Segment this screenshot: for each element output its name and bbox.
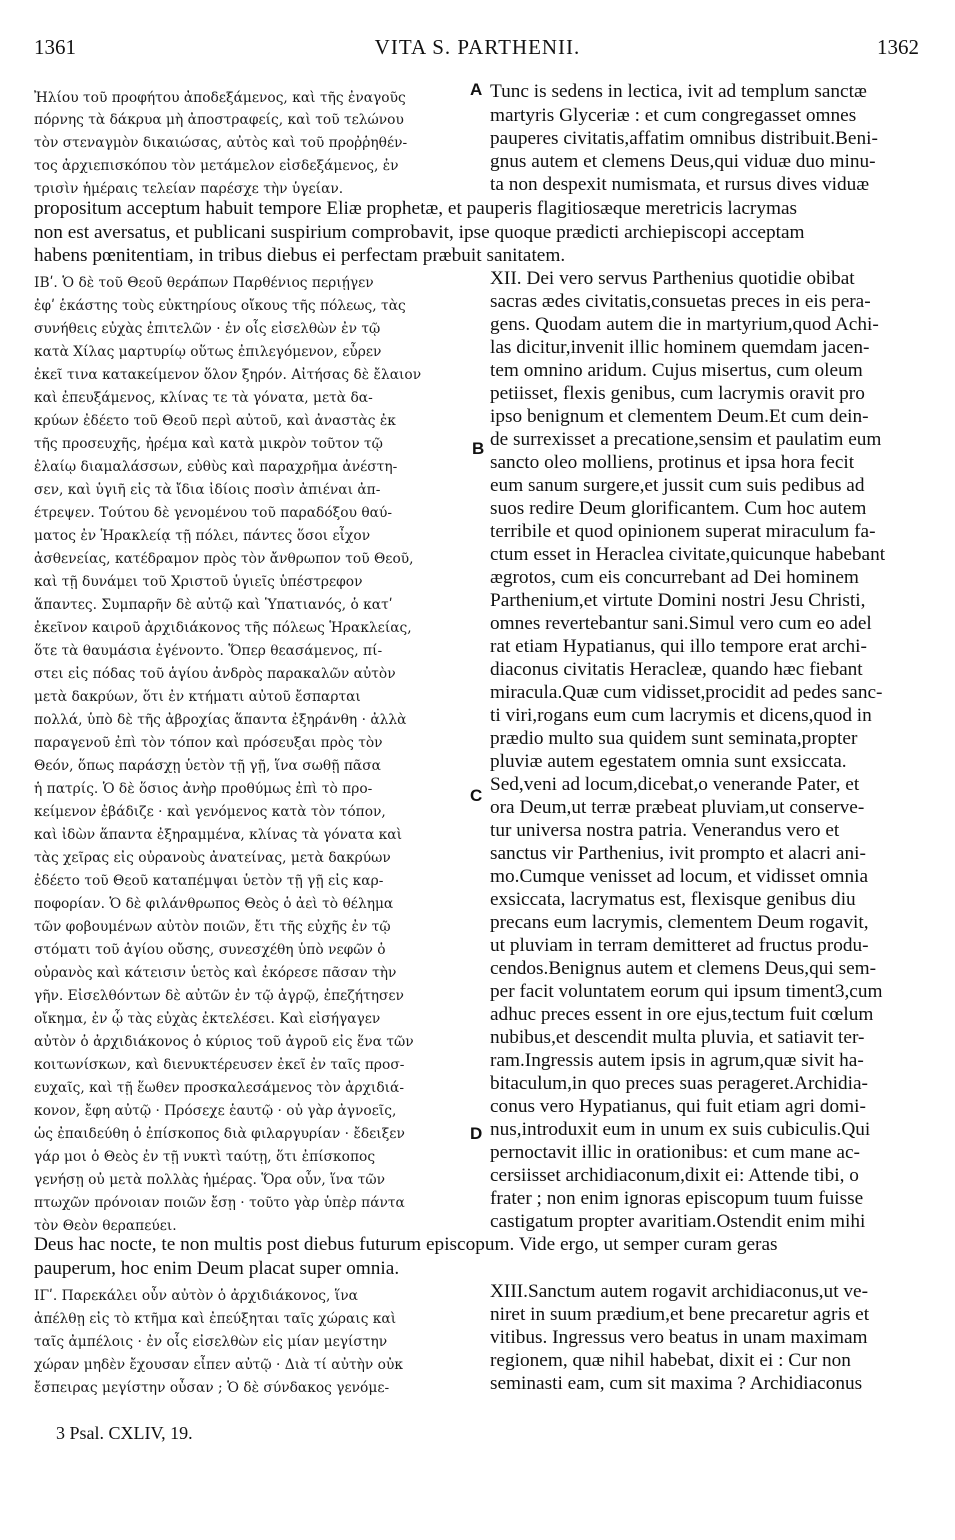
full-width-latin-line: Deus hac nocte, te non multis post diebus futurum episcopum. Vide ergo, ut semper curam geras (34, 1234, 778, 1255)
latin-text-line: vitibus. Ingressus vero beatus in unam maximam (490, 1327, 868, 1348)
greek-text-line: κονον, ἔφη αὐτῷ · Πρόσεχε ἑαυτῷ · οὐ γὰρ ἀγνοεῖς, (34, 1103, 397, 1119)
right-page-number: 1362 (877, 35, 919, 59)
latin-text-line: Sed,veni ad locum,dicebat,o venerande Pater, et (490, 774, 860, 795)
greek-text-line: ἀπέλθῃ εἰς τὸ κτῆμα καὶ ἐπεύξηται ταῖς χώραις καὶ (34, 1311, 397, 1327)
greek-text-line: ἡ πατρίς. Ὁ δὲ ὅσιος ἀνὴρ προθύμως ἐπὶ τὸ προ- (34, 781, 373, 797)
greek-text-line: γῆν. Εἰσελθόντων δὲ αὐτῶν ἐν τῷ ἀγρῷ, ἐπεζήτησεν (34, 988, 404, 1004)
latin-text-line: omnes revertebantur sani.Simul vero cum eo adel (490, 613, 872, 634)
latin-text-line: ora Deum,ut terræ præbeat pluviam,ut conserve- (490, 797, 865, 818)
greek-text-line: τῆς προσευχῆς, ἠρέμα καὶ κατὰ μικρὸν τοῦτον τῷ (34, 436, 383, 452)
latin-text-line: gens. Quodam autem die in martyrium,quod Achi- (490, 314, 879, 335)
greek-text-line: έτρεψεν. Τούτου δὲ γενομένου τοῦ παραδόξου θαύ- (34, 505, 393, 521)
greek-text-line: ταῖς ἀμπέλοις · ἐν οἷς εἰσελθὼν εἰς μίαν μεγίστην (34, 1334, 388, 1350)
latin-text-line: martyris Glyceriæ : et cum congregasset omnes (490, 105, 857, 126)
latin-text-line: las dicitur,invenit illic hominem quemdam jacen- (490, 337, 870, 358)
greek-text-line: οὐρανὸς καὶ κάτεισιν ὑετὸς καὶ ἐκόρεσε πᾶσαν τὴν (34, 965, 397, 981)
greek-text-line: σεν, καὶ ὑγιῆ εἰς τὰ ἴδια ἰδίοις ποσὶν ἀπιέναι ἀπ- (34, 482, 381, 498)
greek-text-line: τὸν στεναγμὸν δικαιώσας, αὐτὸς καὶ τοῦ προῤῥηθέν- (34, 135, 408, 151)
greek-text-line: κείμενον ἐβάδιζε · καὶ γενόμενος κατὰ τὸν τόπον, (34, 804, 386, 820)
latin-text-line: pauperes civitatis,affatim omnibus distribuit.Beni- (490, 128, 878, 149)
latin-text-line: gnus autem et clemens Deus,qui viduæ duo minu- (490, 151, 876, 172)
greek-text-line: τρισὶν ἡμέραις τελείαν παρέσχε τὴν ὑγείαν. (34, 181, 344, 197)
latin-text-line: niret in suum prædium,et bene precaretur agris et (490, 1304, 870, 1325)
greek-text-line: τὰς χεῖρας εἰς οὐρανοὺς ἀνατείνας, μετὰ δακρύων (34, 850, 391, 866)
greek-text-line: πόρνης τὰ δάκρυα μὴ ἀποστραφείς, καὶ τοῦ τελώνου (34, 112, 404, 128)
greek-text-line: μετὰ δακρύων, ὅτι ἐν κτήματι αὐτοῦ ἔσπαρται (34, 689, 361, 705)
footnote: 3 Psal. CXLIV, 19. (56, 1423, 193, 1443)
latin-text-line: precans eum lacrymis, clementem Deum rogavit, (490, 912, 869, 933)
greek-text-line: κρύων ἐδέετο τοῦ Θεοῦ περὶ αὐτοῦ, καὶ ἀναστὰς ἐκ (34, 413, 396, 429)
latin-text-line: de surrexisset a precatione,sensim et paulatim eum (490, 429, 882, 450)
greek-text-line: στει εἰς πόδας τοῦ ἁγίου ἀνδρὸς παρακαλῶν αὐτὸν (34, 666, 396, 682)
latin-text-line: ctum esset in Heraclea civitate,quicunque habebant (490, 544, 886, 565)
latin-text-line: tem omnino aridum. Cujus misertus, cum oleum (490, 360, 863, 381)
greek-text-line: τος ἀρχιεπισκόπου τὸν μετάμελον εἰσδεξάμενος, ἐν (34, 158, 399, 174)
greek-text-line: καὶ τῇ δυνάμει τοῦ Χριστοῦ ὑγιεῖς ὑπέστρεφον (34, 574, 363, 590)
full-width-latin-line: pauperum, hoc enim Deum placat super omnia. (34, 1258, 400, 1279)
greek-text-line: καὶ ἰδὼν ἅπαντα ἐξηραμμένα, κλίνας τὰ γόνατα καὶ (34, 827, 403, 843)
greek-text-line: ΙΓʹ. Παρεκάλει οὖν αὐτὸν ὁ ἀρχιδιάκονος, ἵνα (34, 1288, 358, 1304)
latin-text-line: rat etiam Hypatianus, qui illo tempore erat archi- (490, 636, 867, 657)
greek-text-line: γενήσῃ οὐ μετὰ πολλὰς ἡμέρας. Ὅρα οὖν, ἵνα τῶν (34, 1172, 385, 1188)
greek-text-line: ἐφʹ ἑκάστης τοὺς εὐκτηρίους οἴκους τῆς πόλεως, τὰς (34, 298, 406, 314)
latin-text-line: nus,introduxit eum in unum ex suis cubiculis.Qui (490, 1119, 871, 1140)
greek-text-line: Θεόν, ὅπως παράσχῃ ὑετὸν τῇ γῇ, ἵνα σωθῇ πᾶσα (34, 758, 381, 774)
full-width-latin-line: habens pœnitentiam, in tribus diebus ei perfectam præbuit sanitatem. (34, 245, 566, 266)
latin-text-line: eum sanum surgere,et jussit cum suis pedibus ad (490, 475, 865, 496)
full-width-latin-line: propositum acceptum habuit tempore Eliæ prophetæ, et pauperis flagitiosæque meretricis lacrymas (34, 198, 798, 219)
latin-text-line: bitaculum,in quo preces suas perageret.Archidia- (490, 1073, 868, 1094)
margin-marker-b: B (472, 439, 485, 458)
greek-text-line: παραγενοῦ ἐπὶ τὸν τόπον καὶ πρόσευξαι πρὸς τὸν (34, 735, 383, 751)
greek-text-line: ἐδέετο τοῦ Θεοῦ καταπέμψαι ὑετὸν τῇ γῇ εἰς καρ- (34, 873, 384, 889)
greek-text-line: ἀσθενείας, κατέδραμον πρὸς τὸν ἄνθρωπον τοῦ Θεοῦ, (34, 551, 414, 567)
latin-text-line: XII. Dei vero servus Parthenius quotidie obibat (490, 268, 855, 289)
greek-text-line: ἐκεῖ τινα κατακείμενον ὅλον ξηρόν. Αἰτήσας δὲ ἔλαιον (34, 367, 422, 383)
greek-text-line: ευχαῖς, καὶ τῇ ἕωθεν προσκαλεσάμενος τὸν ἀρχιδιά- (34, 1080, 405, 1096)
latin-text-line: sacras ædes civitatis,consuetas preces in eis pera- (490, 291, 871, 312)
latin-text-line: diaconus civitatis Heracleæ, quando hæc fiebant (490, 659, 863, 680)
full-width-latin-line: non est aversatus, et publicani suspirium comprobavit, ipse quoque prædicti archiepiscopi acceptam (34, 222, 805, 243)
greek-text-line: ἅπαντες. Συμπαρῆν δὲ αὐτῷ καὶ Ὑπατιανός, ὁ κατʹ (34, 597, 393, 613)
latin-text-line: castigatum propter avaritiam.Ostendit enim mihi (490, 1211, 866, 1232)
latin-text-line: ram.Ingressis autem ipsis in agrum,quæ sivit ha- (490, 1050, 864, 1071)
latin-text-line: tur universa nostra patria. Venerandus vero et (490, 820, 840, 841)
greek-text-line: αὐτὸν ὁ ἀρχιδιάκονος ὁ κύριος τοῦ ἀγροῦ εἰς ἕνα τῶν (34, 1034, 414, 1050)
latin-text-line: adhuc preces essent in ore ejus,tectum fuit cœlum (490, 1004, 874, 1025)
latin-text-line: petiisset, flexis genibus, cum lacrymis oravit pro (490, 383, 865, 404)
greek-text-line: καὶ ἐπευξάμενος, κλίνας τε τὰ γόνατα, μετὰ δα- (34, 390, 373, 406)
latin-text-line: prædio multo sua quidem sunt seminata,propter (490, 728, 858, 749)
left-page-number: 1361 (34, 35, 76, 59)
margin-marker-d: D (470, 1124, 483, 1143)
greek-text-line: ματος ἐν Ἡρακλείᾳ τῇ πόλει, πάντες ὅσοι εἶχον (34, 528, 371, 544)
latin-text-line: regionem, quæ nihil habebat, dixit ei : Cur non (490, 1350, 851, 1371)
greek-text-line: στόματι τοῦ ἁγίου οὔσης, συνεσχέθη ὑπὸ νεφῶν ὁ (34, 942, 386, 958)
greek-text-line: ἐκεῖνον καιροῦ ἀρχιδιάκονος τῆς πόλεως Ἡρακλείας, (34, 620, 412, 636)
greek-text-line: ὡς ἐπαιδεύθη ὁ ἐπίσκοπος διὰ φιλαργυρίαν · ἔδειξεν (34, 1126, 405, 1142)
latin-text-line: pernoctavit illic in orationibus: et cum mane ac- (490, 1142, 860, 1163)
latin-text-line: ut pluviam in terram demitteret ad fructus produ- (490, 935, 869, 956)
latin-text-line: cendos.Benignus autem et clemens Deus,qui sem- (490, 958, 877, 979)
margin-marker-c: C (470, 786, 483, 805)
greek-text-line: συνήθεις εὐχὰς ἐπιτελῶν · ἐν οἷς εἰσελθὼν ἐν τῷ (34, 321, 381, 337)
greek-text-line: τῶν φοβουμένων αὐτὸν ποιῶν, ἔτι τῆς εὐχῆς ἐν τῷ (34, 919, 391, 935)
greek-text-line: γάρ μοι ὁ Θεὸς ἐν τῇ νυκτὶ ταύτῃ, ὅτι ἐπίσκοπος (34, 1149, 376, 1165)
latin-text-line: nubibus,et descendit multa pluvia, et satiavit ter- (490, 1027, 865, 1048)
greek-text-line: ἔσπειρας μεγίστην οὖσαν ; Ὁ δὲ σύνδακος γενόμε- (34, 1380, 390, 1396)
latin-text-line: Parthenium,et virtute Domini nostri Jesu Christi, (490, 590, 866, 611)
latin-text-line: seminasti eam, cum sit maxima ? Archidiaconus (490, 1373, 863, 1394)
latin-text-line: per facit voluntatem eorum qui ipsum timent3,cum (490, 981, 883, 1002)
latin-text-line: ta non despexit numismata, et rursus dives viduæ (490, 174, 870, 195)
greek-text-line: πολλά, ὑπὸ δὲ τῆς ἀβροχίας ἅπαντα ἐξηράνθη · ἀλλὰ (34, 712, 407, 728)
greek-text-line: πτωχῶν πρόνοιαν ποιῶν ἔσῃ · τοῦτο γὰρ ὑπὲρ πάντα (34, 1195, 405, 1211)
latin-text-line: sancto oleo molliens, protinus et ipsa hora fecit (490, 452, 855, 473)
margin-marker-a: A (470, 80, 483, 99)
latin-text-line: frater ; non enim ignoras episcopum tuum fuisse (490, 1188, 864, 1209)
latin-text-line: suos redire Deum glorificantem. Cum hoc autem (490, 498, 867, 519)
latin-text-line: pluviæ autem egestatem omnia sunt exsiccata. (490, 751, 847, 772)
greek-text-line: κοιτωνίσκων, καὶ διενυκτέρευσεν ἐκεῖ ἐν ταῖς προσ- (34, 1057, 405, 1073)
latin-text-line: mo.Cumque venisset ad locum, et vidisset omnia (490, 866, 869, 887)
greek-text-line: χώραν μηδὲν ἔχουσαν εἶπεν αὐτῷ · Διὰ τί αὐτὴν οὐκ (34, 1357, 403, 1373)
latin-text-line: terribile et quod opinionem superat miraculum fa- (490, 521, 876, 542)
latin-text-line: exsiccata, lacrymatus est, flexisque genibus diu (490, 889, 856, 910)
greek-text-line: τὸν Θεὸν θεραπεύει. (34, 1218, 177, 1234)
latin-text-line: miracula.Quæ cum vidisset,procidit ad pedes sanc- (490, 682, 883, 703)
running-title: VITA S. PARTHENII. (374, 35, 581, 59)
latin-text-line: Tunc is sedens in lectica, ivit ad templum sanctæ (490, 81, 867, 102)
latin-text-line: cersiisset archidiaconum,dixit ei: Attende tibi, o (490, 1165, 859, 1186)
latin-text-line: sanctus vir Parthenius, ivit prompto et alacri ani- (490, 843, 866, 864)
latin-text-line: ipso benignum et clementem Deum.Et cum dein- (490, 406, 869, 427)
greek-text-line: οἴκημα, ἐν ᾧ τὰς εὐχὰς ἐκτελέσει. Καὶ εἰσήγαγεν (34, 1011, 381, 1027)
latin-text-line: conus vero Hypatianus, qui fuit etiam agri domi- (490, 1096, 866, 1117)
greek-text-line: ὅτε τὰ θαυμάσια ἐγένοντο. Ὅπερ θεασάμενος, πί- (34, 643, 383, 659)
latin-text-line: ægrotos, cum eis concurrebant ad Dei hominem (490, 567, 859, 588)
greek-text-line: ἐλαίῳ διαμαλάσσων, εὐθὺς καὶ παραχρῆμα ἀνέστη- (34, 459, 398, 475)
greek-text-line: ΙΒʹ. Ὁ δὲ τοῦ Θεοῦ θεράπων Παρθένιος περιῄγεν (34, 275, 374, 291)
greek-text-line: Ἠλίου τοῦ προφήτου ἀποδεξάμενος, καὶ τῆς ἐναγοῦς (34, 90, 406, 106)
latin-text-line: ti viri,rogans eum cum lacrymis et dicens,quod in (490, 705, 872, 726)
latin-text-line: XIII.Sanctum autem rogavit archidiaconus,ut ve- (490, 1281, 868, 1302)
greek-text-line: ποφορίαν. Ὁ δὲ φιλάνθρωπος Θεὸς ὁ ἀεὶ τὸ θέλημα (34, 896, 394, 912)
greek-text-line: κατὰ Χίλας μαρτυρίῳ οὕτως ἐπιλεγόμενον, εὗρεν (34, 344, 382, 360)
